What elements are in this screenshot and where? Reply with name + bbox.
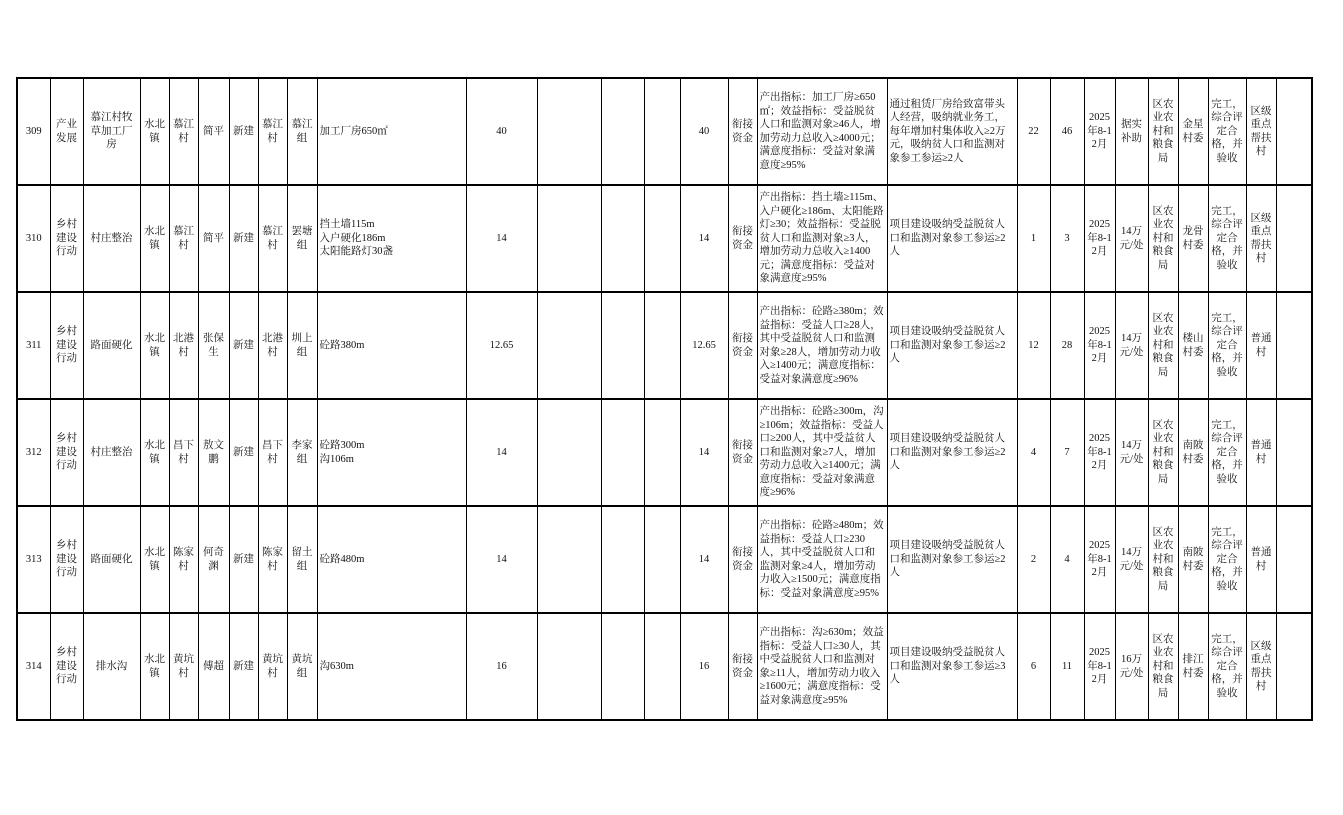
benefit-mechanism-cell: 项目建设吸纳受益脱贫人口和监测对象参工参运≥2人 [887,506,1017,613]
households-cell: 1 [1017,185,1050,292]
category-cell: 产业发展 [50,78,83,185]
empty-cell [601,292,644,399]
empty-cell [601,185,644,292]
project-name-cell: 村庄整治 [83,185,140,292]
site-group-cell: 留土组 [287,506,317,613]
site-village-cell: 慕江村 [258,78,287,185]
empty-cell [537,399,601,506]
village-cell: 北港村 [169,292,198,399]
content-line: 沟106m [319,453,354,465]
site-group-cell: 圳上组 [287,292,317,399]
owner-cell: 简平 [198,78,229,185]
department-cell: 区农业农村和粮食局 [1148,506,1178,613]
town-cell: 水北镇 [140,506,169,613]
site-group-cell: 李家组 [287,399,317,506]
row-number-cell: 312 [17,399,50,506]
persons-cell: 11 [1050,613,1084,720]
period-cell: 2025年8-12月 [1084,399,1115,506]
benefit-mechanism-cell: 项目建设吸纳受益脱贫人口和监测对象参工参运≥2人 [887,185,1017,292]
category-cell: 乡村建设行动 [50,613,83,720]
project-name-cell: 慕江村牧草加工厂房 [83,78,140,185]
build-type-cell: 新建 [229,506,258,613]
total-investment-cell: 16 [466,613,537,720]
households-cell: 12 [1017,292,1050,399]
implementer-cell: 排江村委 [1178,613,1208,720]
fund-source-cell: 衔接资金 [728,185,757,292]
owner-cell: 何奇渊 [198,506,229,613]
acceptance-cell: 完工，综合评定合格，并验收 [1208,399,1246,506]
content-line: 沟630m [319,660,354,672]
persons-cell: 28 [1050,292,1084,399]
total-investment-cell: 40 [466,78,537,185]
site-village-cell: 黄坑村 [258,613,287,720]
period-cell: 2025年8-12月 [1084,292,1115,399]
table-row [17,399,1312,506]
period-cell: 2025年8-12月 [1084,613,1115,720]
empty-cell [1276,185,1312,292]
performance-targets-cell: 产出指标：挡土墙≥115m、入户硬化≥186m、太阳能路灯≥30；效益指标：受益脱贫人口和监测对象≥3人，增加劳动力总收入≥1400元；满意度指标：受益对象满意度≥95% [757,185,887,292]
owner-cell: 简平 [198,185,229,292]
content-line: 砼路380m [319,339,365,351]
empty-cell [1276,613,1312,720]
benefit-mechanism-cell: 项目建设吸纳受益脱贫人口和监测对象参工参运≥2人 [887,292,1017,399]
row-number-cell: 311 [17,292,50,399]
benefit-mechanism-cell: 项目建设吸纳受益脱贫人口和监测对象参工参运≥2人 [887,399,1017,506]
content-line: 挡土墙115m [319,219,375,231]
table-row [17,506,1312,613]
department-cell: 区农业农村和粮食局 [1148,78,1178,185]
department-cell: 区农业农村和粮食局 [1148,399,1178,506]
empty-cell [644,185,680,292]
empty-cell [537,613,601,720]
period-cell: 2025年8-12月 [1084,78,1115,185]
construction-content-cell [317,399,466,506]
empty-cell [1276,399,1312,506]
households-cell: 4 [1017,399,1050,506]
site-village-cell: 慕江村 [258,185,287,292]
subsidy-cell: 14万元/处 [1115,506,1148,613]
construction-content-cell [317,185,466,292]
build-type-cell: 新建 [229,292,258,399]
department-cell: 区农业农村和粮食局 [1148,185,1178,292]
period-cell: 2025年8-12月 [1084,506,1115,613]
construction-content-cell [317,506,466,613]
owner-cell: 傅超 [198,613,229,720]
town-cell: 水北镇 [140,292,169,399]
construction-content-cell [317,78,466,185]
funds-cell: 40 [680,78,728,185]
fund-source-cell: 衔接资金 [728,399,757,506]
funds-cell: 14 [680,399,728,506]
build-type-cell: 新建 [229,185,258,292]
implementer-cell: 龙骨村委 [1178,185,1208,292]
project-table [16,77,1313,721]
households-cell: 6 [1017,613,1050,720]
empty-cell [1276,78,1312,185]
total-investment-cell: 14 [466,399,537,506]
empty-cell [644,78,680,185]
subsidy-cell: 16万元/处 [1115,613,1148,720]
funds-cell: 12.65 [680,292,728,399]
empty-cell [1276,292,1312,399]
village-type-cell: 普通村 [1246,399,1276,506]
content-line: 太阳能路灯30盏 [319,246,393,258]
persons-cell: 7 [1050,399,1084,506]
build-type-cell: 新建 [229,613,258,720]
site-group-cell: 黄坑组 [287,613,317,720]
build-type-cell: 新建 [229,78,258,185]
subsidy-cell: 14万元/处 [1115,399,1148,506]
empty-cell [601,78,644,185]
subsidy-cell: 14万元/处 [1115,292,1148,399]
village-type-cell: 普通村 [1246,292,1276,399]
households-cell: 22 [1017,78,1050,185]
performance-targets-cell: 产出指标：砼路≥480m；效益指标：受益人口≥230人，其中受益脱贫人口和监测对象≥4人，增加劳动力收入≥1500元；满意度指标：受益对象满意度≥95% [757,506,887,613]
empty-cell [537,78,601,185]
empty-cell [601,613,644,720]
row-number-cell: 309 [17,78,50,185]
village-cell: 昌下村 [169,399,198,506]
site-village-cell: 昌下村 [258,399,287,506]
funds-cell: 14 [680,506,728,613]
project-name-cell: 路面硬化 [83,292,140,399]
empty-cell [537,292,601,399]
town-cell: 水北镇 [140,185,169,292]
village-type-cell: 区级重点帮扶村 [1246,185,1276,292]
households-cell: 2 [1017,506,1050,613]
village-cell: 慕江村 [169,78,198,185]
empty-cell [601,399,644,506]
fund-source-cell: 衔接资金 [728,292,757,399]
village-type-cell: 普通村 [1246,506,1276,613]
village-cell: 陈家村 [169,506,198,613]
town-cell: 水北镇 [140,399,169,506]
site-village-cell: 陈家村 [258,506,287,613]
subsidy-cell: 据实补助 [1115,78,1148,185]
empty-cell [537,506,601,613]
category-cell: 乡村建设行动 [50,185,83,292]
project-name-cell: 排水沟 [83,613,140,720]
content-line: 砼路480m [319,553,365,565]
category-cell: 乡村建设行动 [50,506,83,613]
performance-targets-cell: 产出指标：砼路≥380m；效益指标：受益人口≥28人，其中受益脱贫人口和监测对象≥28人，增加劳动力收入≥1400元；满意度指标：受益对象满意度≥96% [757,292,887,399]
department-cell: 区农业农村和粮食局 [1148,292,1178,399]
funds-cell: 14 [680,185,728,292]
empty-cell [644,292,680,399]
table-row [17,78,1312,185]
total-investment-cell: 14 [466,185,537,292]
owner-cell: 敖文鹏 [198,399,229,506]
construction-content-cell [317,613,466,720]
table-row [17,292,1312,399]
site-village-cell: 北港村 [258,292,287,399]
performance-targets-cell: 产出指标：沟≥630m；效益指标：受益人口≥30人，其中受益脱贫人口和监测对象≥11人，增加劳动力收入≥1600元；满意度指标：受益对象满意度≥95% [757,613,887,720]
content-line: 入户硬化186m [319,232,386,244]
implementer-cell: 南陂村委 [1178,506,1208,613]
benefit-mechanism-cell: 通过租赁厂房给致富带头人经营，吸纳就业务工，每年增加村集体收入≥2万元，吸纳贫人口和监测对象参工参运≥2人 [887,78,1017,185]
department-cell: 区农业农村和粮食局 [1148,613,1178,720]
subsidy-cell: 14万元/处 [1115,185,1148,292]
performance-targets-cell: 产出指标：加工厂房≥650㎡；效益指标：受益脱贫人口和监测对象≥46人，增加劳动力总收入≥4000元；满意度指标：受益对象满意度≥95% [757,78,887,185]
row-number-cell: 310 [17,185,50,292]
village-type-cell: 区级重点帮扶村 [1246,613,1276,720]
fund-source-cell: 衔接资金 [728,78,757,185]
implementer-cell: 金星村委 [1178,78,1208,185]
village-cell: 慕江村 [169,185,198,292]
build-type-cell: 新建 [229,399,258,506]
project-name-cell: 村庄整治 [83,399,140,506]
empty-cell [644,613,680,720]
construction-content-cell [317,292,466,399]
persons-cell: 46 [1050,78,1084,185]
empty-cell [601,506,644,613]
empty-cell [644,399,680,506]
content-line: 砼路300m [319,440,365,451]
row-number-cell: 314 [17,613,50,720]
total-investment-cell: 14 [466,506,537,613]
implementer-cell: 楼山村委 [1178,292,1208,399]
empty-cell [644,506,680,613]
implementer-cell: 南陂村委 [1178,399,1208,506]
site-group-cell: 慕江组 [287,78,317,185]
town-cell: 水北镇 [140,613,169,720]
fund-source-cell: 衔接资金 [728,613,757,720]
total-investment-cell: 12.65 [466,292,537,399]
acceptance-cell: 完工，综合评定合格，并验收 [1208,292,1246,399]
persons-cell: 3 [1050,185,1084,292]
persons-cell: 4 [1050,506,1084,613]
fund-source-cell: 衔接资金 [728,506,757,613]
table-body [17,78,1312,720]
benefit-mechanism-cell: 项目建设吸纳受益脱贫人口和监测对象参工参运≥3人 [887,613,1017,720]
empty-cell [537,185,601,292]
row-number-cell: 313 [17,506,50,613]
acceptance-cell: 完工，综合评定合格，并验收 [1208,78,1246,185]
acceptance-cell: 完工，综合评定合格，并验收 [1208,506,1246,613]
empty-cell [1276,506,1312,613]
table-row [17,613,1312,720]
category-cell: 乡村建设行动 [50,399,83,506]
owner-cell: 张保生 [198,292,229,399]
funds-cell: 16 [680,613,728,720]
project-name-cell: 路面硬化 [83,506,140,613]
category-cell: 乡村建设行动 [50,292,83,399]
village-cell: 黄坑村 [169,613,198,720]
performance-targets-cell: 产出指标：砼路≥300m，沟≥106m；效益指标：受益人口≥200人，其中受益贫人口和监测对象≥7人，增加劳动力总收入≥1400元；满意度指标：受益对象满意度≥96% [757,399,887,506]
table-row [17,185,1312,292]
acceptance-cell: 完工，综合评定合格，并验收 [1208,613,1246,720]
period-cell: 2025年8-12月 [1084,185,1115,292]
village-type-cell: 区级重点帮扶村 [1246,78,1276,185]
content-line: 加工厂房650㎡ [319,125,388,137]
site-group-cell: 罢塘组 [287,185,317,292]
town-cell: 水北镇 [140,78,169,185]
acceptance-cell: 完工，综合评定合格，并验收 [1208,185,1246,292]
